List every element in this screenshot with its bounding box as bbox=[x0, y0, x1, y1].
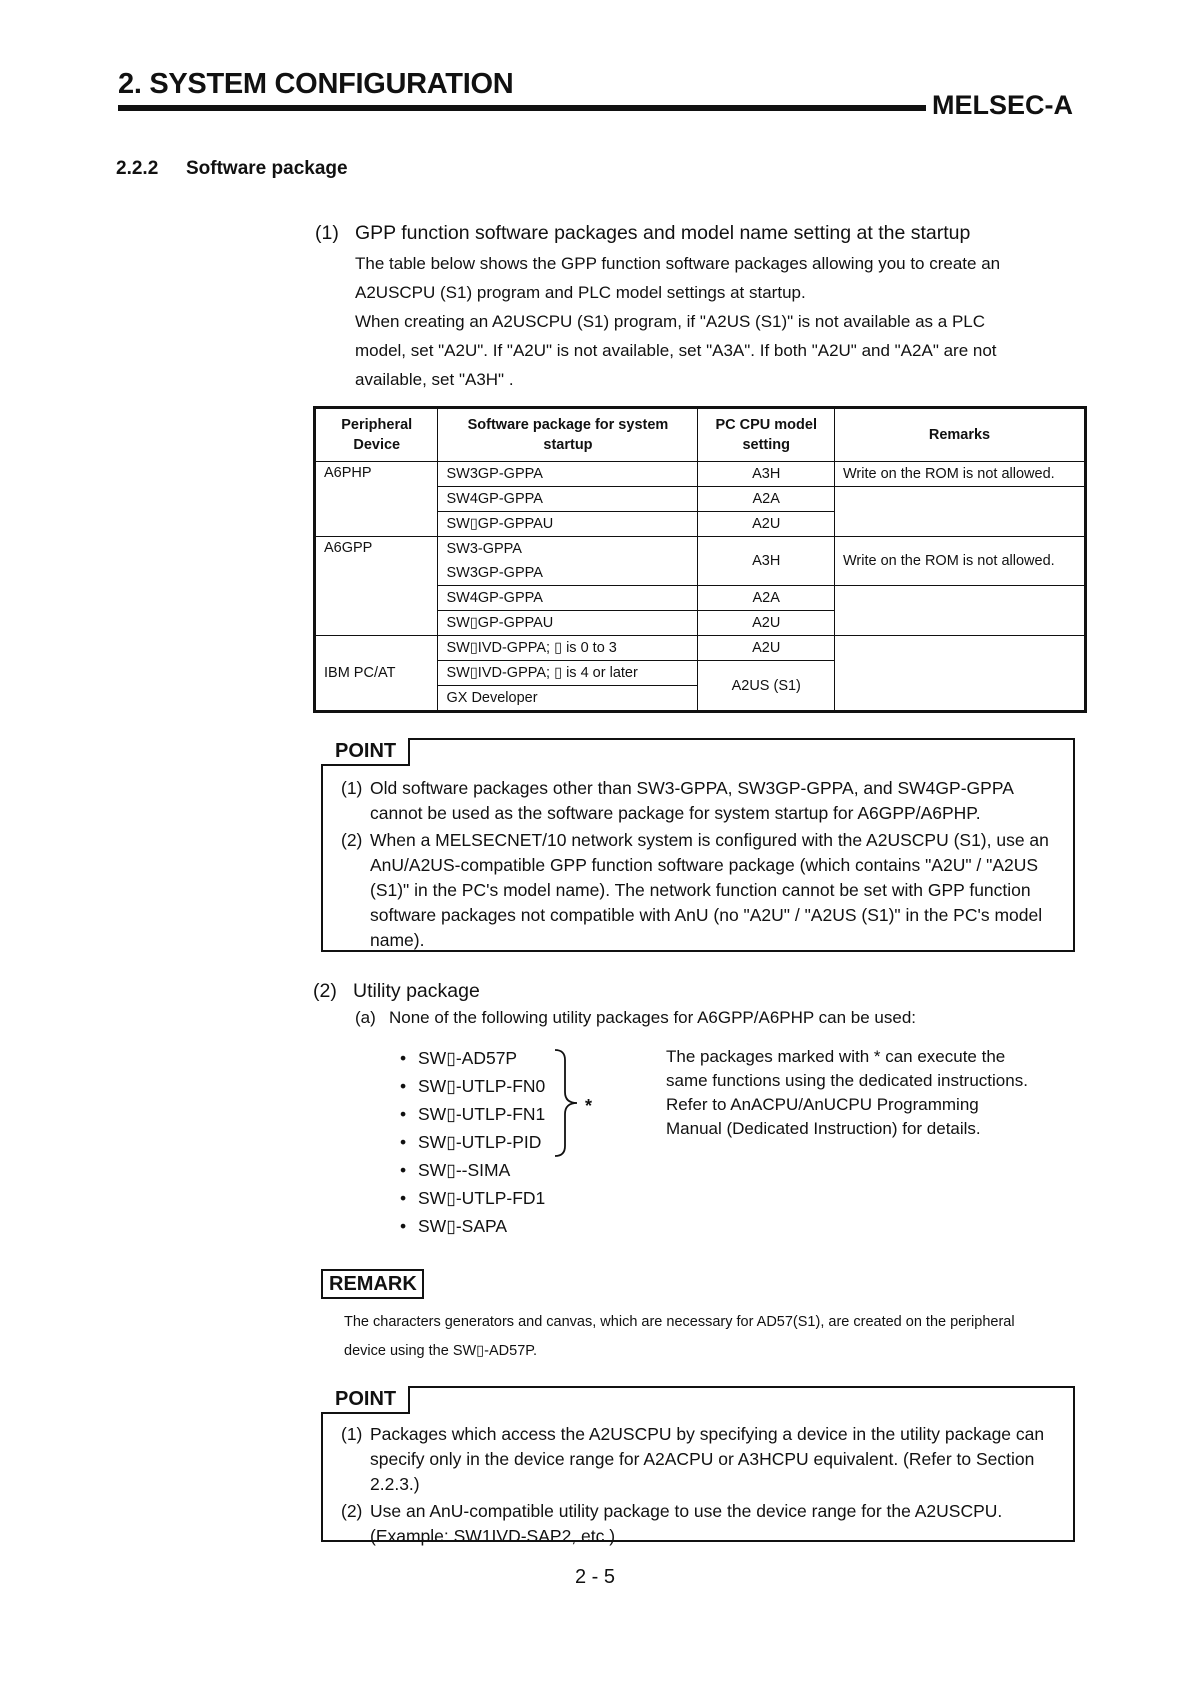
package-name: SW▯-AD57P bbox=[418, 1048, 518, 1068]
package-cell: GX Developer bbox=[438, 686, 698, 712]
bullet-icon: • bbox=[400, 1076, 407, 1096]
package-name: SW▯-UTLP-PID bbox=[418, 1132, 542, 1152]
package-name: SW▯-UTLP-FD1 bbox=[418, 1188, 546, 1208]
list-item bbox=[400, 1212, 545, 1240]
table-row bbox=[315, 537, 1086, 562]
col-header-package: Software package for system startup bbox=[438, 408, 698, 462]
bullet-icon: • bbox=[400, 1048, 407, 1068]
remark-text bbox=[344, 1308, 1084, 1366]
model-cell: A2A bbox=[698, 487, 835, 512]
col-header-model: PC CPU model setting bbox=[698, 408, 835, 462]
software-package-table bbox=[313, 406, 1087, 713]
package-cell: SW▯GP-GPPAU bbox=[438, 512, 698, 537]
part1-line: When creating an A2USCPU (S1) program, if "A2US (S1)" is not available as a PLC bbox=[355, 312, 986, 331]
package-name: SW▯-UTLP-FN0 bbox=[418, 1076, 546, 1096]
point-item bbox=[341, 776, 1057, 826]
remarks-cell: Write on the ROM is not allowed. bbox=[835, 462, 1086, 487]
bullet-icon: • bbox=[400, 1216, 407, 1236]
point-item bbox=[341, 828, 1057, 953]
list-item bbox=[400, 1044, 545, 1072]
point-item-number: (2) bbox=[341, 830, 363, 850]
part1-line: model, set "A2U". If "A2U" is not available, set "A3A". If both "A2U" and "A2A" are not bbox=[355, 341, 997, 360]
part1-line: A2USCPU (S1) program and PLC model settings at startup. bbox=[355, 283, 806, 302]
point-item-text: Use an AnU-compatible utility package to use the device range for the A2USCPU. (Example: SW1IVD-SAP2, etc.) bbox=[370, 1501, 1003, 1546]
part1-title: GPP function software packages and model name setting at the startup bbox=[355, 222, 971, 244]
point-item-text: Packages which access the A2USCPU by specifying a device in the utility package can specify only in the device range for A2ACPU or A3HCPU equivalent. (Refer to Section 2.2.3.) bbox=[370, 1424, 1045, 1494]
part1-line: available, set "A3H" . bbox=[355, 370, 514, 389]
remarks-cell bbox=[835, 636, 1086, 712]
brand-label: MELSEC-A bbox=[932, 90, 1073, 120]
package-cell: SW4GP-GPPA bbox=[438, 487, 698, 512]
bullet-icon: • bbox=[400, 1104, 407, 1124]
part1-heading bbox=[315, 222, 970, 245]
point-list bbox=[341, 1422, 1057, 1551]
section-heading bbox=[116, 158, 348, 180]
part2-sub-number: (a) bbox=[355, 1008, 376, 1027]
model-cell: A2A bbox=[698, 586, 835, 611]
package-name: SW▯-UTLP-FN1 bbox=[418, 1104, 546, 1124]
device-cell: A6GPP bbox=[315, 537, 438, 636]
remarks-cell bbox=[835, 487, 1086, 537]
col-header-device: Peripheral Device bbox=[315, 408, 438, 462]
package-name: SW▯--SIMA bbox=[418, 1160, 511, 1180]
model-cell: A3H bbox=[698, 537, 835, 586]
package-cell: SW▯IVD-GPPA; ▯ is 4 or later bbox=[438, 661, 698, 686]
brace-icon bbox=[553, 1048, 583, 1158]
point-box bbox=[321, 1386, 1075, 1546]
point-item-number: (1) bbox=[341, 1424, 363, 1444]
part2-subitem bbox=[355, 1008, 916, 1028]
col-header-remarks: Remarks bbox=[835, 408, 1086, 462]
remark-line: The characters generators and canvas, which are necessary for AD57(S1), are created on the peripheral bbox=[344, 1314, 1015, 1330]
note-line: Manual (Dedicated Instruction) for details. bbox=[666, 1119, 981, 1138]
model-cell: A2US (S1) bbox=[698, 661, 835, 712]
part2-title: Utility package bbox=[353, 980, 480, 1002]
point-item-number: (2) bbox=[341, 1501, 363, 1521]
device-cell: IBM PC/AT bbox=[315, 636, 438, 712]
header-rule bbox=[118, 105, 926, 111]
point-item bbox=[341, 1422, 1057, 1497]
part1-number: (1) bbox=[315, 222, 339, 244]
asterisk-marker: * bbox=[585, 1096, 593, 1116]
package-cell: SW3-GPPA bbox=[438, 537, 698, 562]
model-cell: A2U bbox=[698, 611, 835, 636]
utility-note bbox=[666, 1045, 1086, 1141]
model-cell: A2U bbox=[698, 636, 835, 661]
part1-paragraph bbox=[355, 249, 1075, 394]
point-item-number: (1) bbox=[341, 778, 363, 798]
remark-label: REMARK bbox=[321, 1269, 424, 1299]
package-cell: SW▯IVD-GPPA; ▯ is 0 to 3 bbox=[438, 636, 698, 661]
bullet-icon: • bbox=[400, 1132, 407, 1152]
list-item bbox=[400, 1128, 545, 1156]
section-title: Software package bbox=[186, 158, 348, 179]
part1-line: The table below shows the GPP function software packages allowing you to create an bbox=[355, 254, 1001, 273]
utility-package-list bbox=[400, 1044, 545, 1240]
note-line: same functions using the dedicated instructions. bbox=[666, 1071, 1028, 1090]
part2-sub-text: None of the following utility packages for A6GPP/A6PHP can be used: bbox=[389, 1008, 916, 1027]
model-cell: A2U bbox=[698, 512, 835, 537]
chapter-title: 2. SYSTEM CONFIGURATION bbox=[118, 68, 514, 100]
section-number: 2.2.2 bbox=[116, 158, 159, 179]
package-cell: SW3GP-GPPA bbox=[438, 561, 698, 586]
point-label: POINT bbox=[321, 1386, 410, 1414]
point-box bbox=[321, 738, 1075, 952]
remarks-cell bbox=[835, 586, 1086, 636]
point-item-text: When a MELSECNET/10 network system is configured with the A2USCPU (S1), use an AnU/A2US-compatible GPP function software package (which contains "A2U" / "A2US (S1)" in the PC's model name). The network function cannot be set with GPP function software packages not compatible with AnU (no "A2U" / "A2US (S1)" in the PC's model name). bbox=[370, 830, 1049, 950]
part2-heading bbox=[313, 980, 480, 1003]
remarks-cell: Write on the ROM is not allowed. bbox=[835, 537, 1086, 586]
table-header-row bbox=[315, 408, 1086, 462]
remark-line: device using the SW▯-AD57P. bbox=[344, 1343, 538, 1359]
point-item-text: Old software packages other than SW3-GPPA, SW3GP-GPPA, and SW4GP-GPPA cannot be used as the software package for system startup for A6GPP/A6PHP. bbox=[370, 778, 1013, 823]
point-list bbox=[341, 776, 1057, 955]
package-cell: SW3GP-GPPA bbox=[438, 462, 698, 487]
package-name: SW▯-SAPA bbox=[418, 1216, 508, 1236]
note-line: Refer to AnACPU/AnUCPU Programming bbox=[666, 1095, 979, 1114]
note-line: The packages marked with * can execute the bbox=[666, 1047, 1006, 1066]
list-item bbox=[400, 1156, 545, 1184]
list-item bbox=[400, 1072, 545, 1100]
device-cell: A6PHP bbox=[315, 462, 438, 537]
part2-number: (2) bbox=[313, 980, 337, 1002]
list-item bbox=[400, 1184, 545, 1212]
bullet-icon: • bbox=[400, 1188, 407, 1208]
point-label: POINT bbox=[321, 738, 410, 766]
page-number: 2 - 5 bbox=[574, 1566, 616, 1588]
bullet-icon: • bbox=[400, 1160, 407, 1180]
table-row bbox=[315, 462, 1086, 487]
table-row bbox=[315, 636, 1086, 661]
package-cell: SW▯GP-GPPAU bbox=[438, 611, 698, 636]
model-cell: A3H bbox=[698, 462, 835, 487]
package-cell: SW4GP-GPPA bbox=[438, 586, 698, 611]
point-item bbox=[341, 1499, 1057, 1549]
list-item bbox=[400, 1100, 545, 1128]
